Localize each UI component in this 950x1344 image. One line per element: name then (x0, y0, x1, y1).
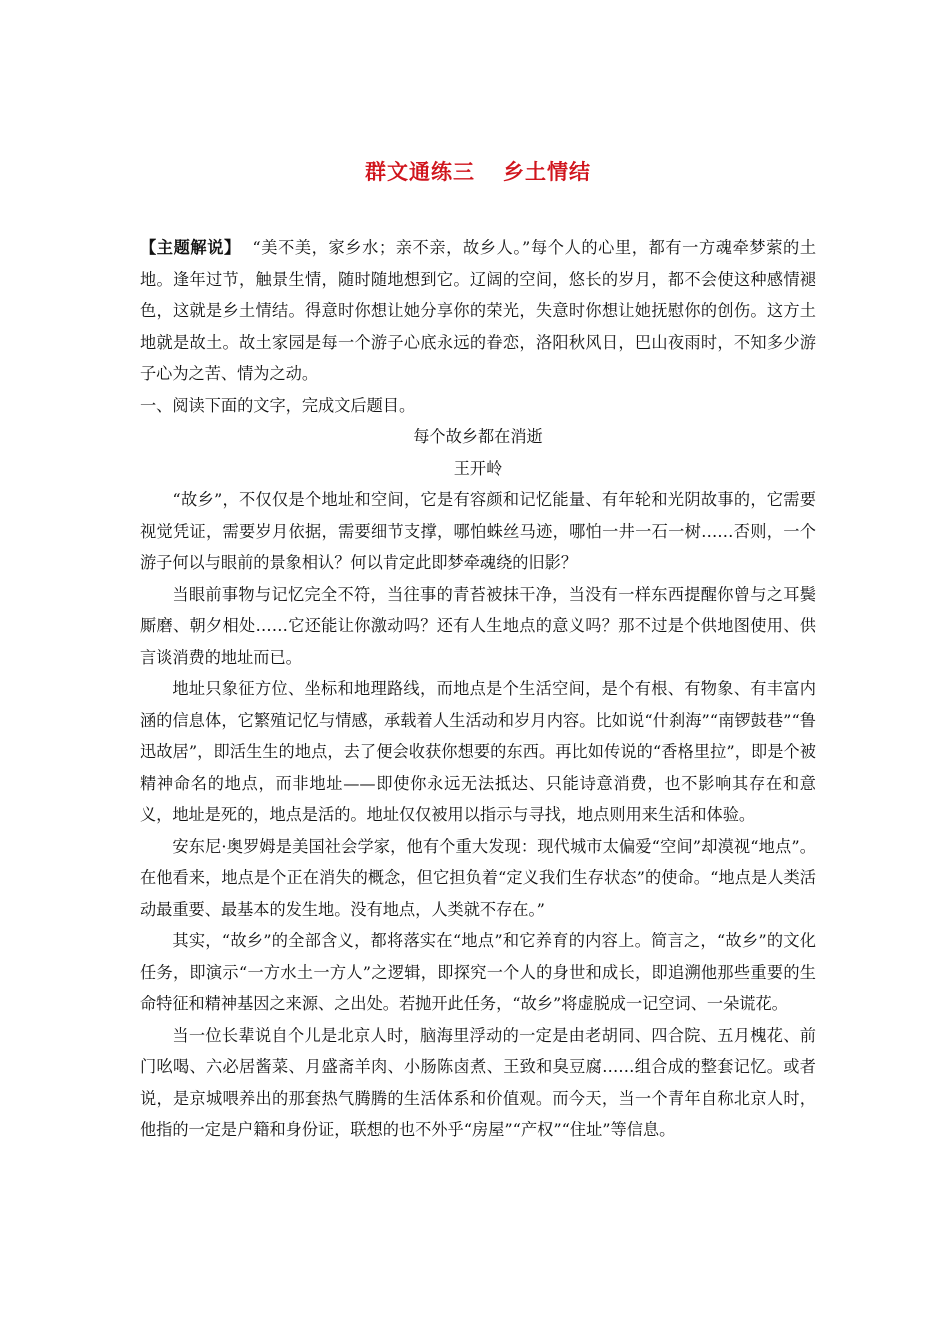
article-author: 王开岭 (453, 458, 503, 478)
article-paragraph-6: 当一位长辈说自个儿是北京人时，脑海里浮动的一定是由老胡同、四合院、五月槐花、前门吆喝、六必居酱菜、月盛斋羊肉、小肠陈卤煮、王致和臭豆腐……组合成的整套记忆。或者说，是京城喂养出的那套热气腾腾的生活体系和价值观。而今天，当一个青年自称北京人时，他指的一定是户籍和身份证，联想的也不外乎“房屋”“产权”“住址”等信息。 (140, 1025, 816, 1139)
article-paragraph-2: 当眼前事物与记忆完全不符，当往事的青苔被抹干净，当没有一样东西提醒你曾与之耳鬓厮磨、朝夕相处……它还能让你激动吗？还有人生地点的意义吗？那不过是个供地图使用、供言谈消费的地址而已。 (140, 584, 816, 667)
article-paragraph-3: 地址只象征方位、坐标和地理路线，而地点是个生活空间，是个有根、有物象、有丰富内涵的信息体，它繁殖记忆与情感，承载着人生活动和岁月内容。比如说“什刹海”“南锣鼓巷”“鲁迅故居”，即活生生的地点，去了便会收获你想要的东西。再比如传说的“香格里拉”，即是个被精神命名的地点，而非地址——即使你永远无法抵达、只能诗意消费，也不影响其存在和意义，地址是死的，地点是活的。地址仅仅被用以指示与寻找，地点则用来生活和体验。 (140, 679, 816, 824)
document-page (140, 150, 816, 1146)
theme-label: 【主题解说】 (140, 238, 241, 257)
title-part-2: 乡土情结 (503, 160, 591, 184)
theme-text: “美不美，家乡水；亲不亲，故乡人。”每个人的心里，都有一方魂牵梦萦的土地。逢年过节，触景生情，随时随地想到它。辽阔的空间，悠长的岁月，都不会使这种感情褪色，这就是乡土情结。得意时你想让她分享你的荣光，失意时你想让她抚慰你的创伤。这方土地就是故土。故土家园是每一个游子心底永远的眷恋，洛阳秋风日，巴山夜雨时，不知多少游子心为之苦、情为之动。 (140, 238, 817, 383)
article-title: 每个故乡都在消逝 (413, 427, 543, 446)
article-paragraph-1: “故乡”，不仅仅是个地址和空间，它是有容颜和记忆能量、有年轮和光阴故事的，它需要视觉凭证，需要岁月依据，需要细节支撑，哪怕蛛丝马迹，哪怕一井一石一树……否则，一个游子何以与眼前的景象相认？何以肯定此即梦牵魂绕的旧影？ (140, 490, 816, 572)
instruction: 一、阅读下面的文字，完成文后题目。 (140, 395, 416, 415)
page-title (140, 156, 816, 186)
article-paragraph-4: 安东尼·奥罗姆是美国社会学家，他有个重大发现：现代城市太偏爱“空间”却漠视“地点”。在他看来，地点是个正在消失的概念，但它担负着“定义我们生存状态”的使命。“地点是人类活动最重要、最基本的发生地。没有地点，人类就不存在。” (140, 836, 816, 919)
article-paragraph-5: 其实，“故乡”的全部含义，都将落实在“地点”和它养育的内容上。简言之，“故乡”的文化任务，即演示“一方水土一方人”之逻辑，即探究一个人的身世和成长，即追溯他那些重要的生命特征和精神基因之来源、之出处。若抛开此任务，“故乡”将虚脱成一记空词、一朵谎花。 (140, 931, 816, 1013)
title-part-1: 群文通练三 (365, 160, 475, 184)
theme-explanation (140, 232, 816, 390)
